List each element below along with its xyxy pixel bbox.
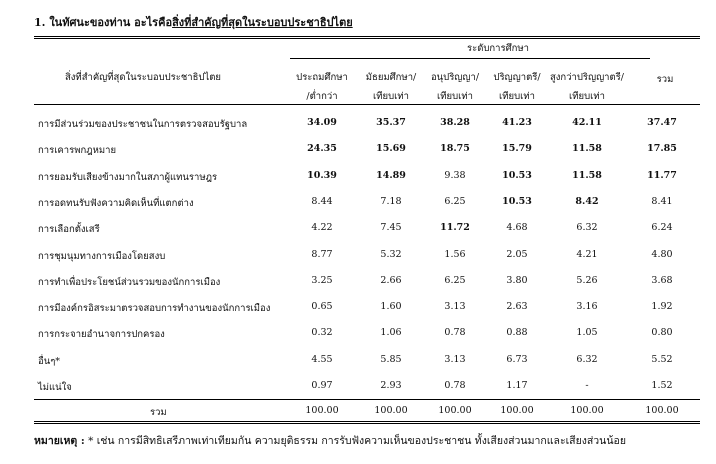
table-cell: 10.53 — [502, 195, 532, 207]
column-header-line1: อนุปริญญา/ — [430, 72, 480, 83]
total-cell: 100.00 — [645, 405, 679, 416]
table-cell: 1.05 — [576, 327, 598, 339]
row-label: การยอมรับเสียงข้างมากในสภาผู้แทนราษฎร — [38, 171, 218, 183]
header-bottom-rule — [34, 104, 700, 105]
table-cell: 5.32 — [380, 248, 402, 260]
table-cell: 3.68 — [651, 274, 673, 286]
group-header: ระดับการศึกษา — [467, 43, 529, 54]
table-cell: 1.60 — [380, 301, 402, 313]
table-cell: 7.45 — [380, 222, 402, 234]
footnote-text: * เช่น การมีสิทธิเสรีภาพเท่าเทียมกัน ความยุติธรรม การรับฟังความเห็นของประชาชน ทั้งเสียงส่วนมากและเสียงส่วนน้อย — [84, 435, 626, 447]
table-cell: 6.73 — [506, 353, 528, 365]
table-cell: 42.11 — [572, 117, 602, 128]
table-cell: 1.06 — [380, 327, 402, 339]
table-cell: 8.42 — [575, 195, 599, 207]
table-cell: 3.16 — [576, 301, 598, 313]
table-cell: 1.52 — [651, 380, 673, 391]
table-cell: 2.66 — [380, 274, 402, 286]
column-header-line2: เทียบเท่า — [569, 91, 605, 102]
row-label: การกระจายอำนาจการปกครอง — [38, 329, 165, 341]
table-cell: 5.85 — [380, 353, 402, 365]
table-cell: 4.22 — [311, 222, 333, 234]
total-cell: 100.00 — [438, 405, 472, 416]
table-cell: 5.26 — [576, 274, 598, 286]
table-cell: 1.92 — [651, 301, 673, 313]
total-cell: 100.00 — [305, 405, 339, 416]
table-cell: 3.80 — [506, 274, 528, 286]
table-cell: 0.65 — [311, 301, 333, 313]
table-cell: 4.21 — [576, 248, 598, 260]
table-cell: 5.52 — [651, 353, 673, 365]
table-cell: 2.05 — [506, 248, 528, 260]
total-cell: 100.00 — [374, 405, 408, 416]
row-label: การเคารพกฎหมาย — [38, 145, 117, 157]
table-cell: 7.18 — [380, 195, 402, 207]
table-cell: 4.55 — [311, 353, 333, 365]
column-header-line2: เทียบเท่า — [373, 91, 409, 102]
column-header-line1: มัธยมศึกษา/ — [365, 72, 417, 83]
table-cell: 10.53 — [502, 169, 532, 181]
table-cell: 6.25 — [444, 274, 466, 286]
table-cell: 0.78 — [444, 327, 466, 339]
group-header-rule — [290, 58, 650, 59]
row-label: การอดทนรับฟังความคิดเห็นที่แตกต่าง — [38, 197, 194, 209]
column-header-line1: สูงกว่าปริญญาตรี/ — [550, 72, 624, 83]
column-header-line2: เทียบเท่า — [437, 91, 473, 102]
table-cell: 3.13 — [444, 301, 466, 313]
table-cell: - — [585, 380, 589, 391]
row-label: การชุมนุมทางการเมืองโดยสงบ — [38, 250, 166, 262]
title-prefix: 1. ในทัศนะของท่าน อะไรคือ — [34, 16, 173, 29]
table-bottom-rule — [34, 421, 700, 424]
table-cell: 17.85 — [647, 143, 677, 155]
table-cell: 24.35 — [307, 143, 337, 155]
footnote-label: หมายเหตุ : — [34, 435, 85, 447]
table-cell: 6.32 — [576, 353, 598, 365]
row-label: การเลือกตั้งเสรี — [38, 224, 100, 236]
table-cell: 0.97 — [311, 380, 333, 391]
column-header-line2: เทียบเท่า — [499, 91, 535, 102]
total-cell: 100.00 — [570, 405, 604, 416]
table-cell: 11.72 — [440, 222, 470, 234]
column-header-line1: ปริญญาตรี/ — [493, 72, 541, 83]
table-cell: 4.80 — [651, 248, 673, 260]
row-label: ไม่แน่ใจ — [38, 382, 72, 393]
table-cell: 15.69 — [376, 143, 406, 155]
total-row-label: รวม — [150, 407, 167, 418]
table-cell: 8.44 — [311, 195, 333, 207]
table-cell: 6.25 — [444, 195, 466, 207]
table-cell: 34.09 — [307, 117, 337, 128]
table-cell: 14.89 — [376, 169, 406, 181]
table-cell: 11.58 — [572, 143, 602, 155]
table-cell: 0.80 — [651, 327, 673, 339]
table-cell: 0.78 — [444, 380, 466, 391]
page-title — [34, 13, 353, 31]
table-cell: 1.17 — [506, 380, 528, 391]
table-cell: 38.28 — [440, 117, 470, 128]
table-cell: 8.41 — [651, 195, 673, 207]
table-cell: 2.63 — [506, 301, 528, 313]
table-cell: 6.24 — [651, 222, 673, 234]
table-top-rule — [34, 36, 700, 39]
row-label: การมีองค์กรอิสระมาตรวจสอบการทำงานของนักการเมือง — [38, 303, 271, 315]
column-header-line2: /ต่ำกว่า — [306, 91, 338, 102]
total-cell: 100.00 — [500, 405, 534, 416]
table-cell: 18.75 — [440, 143, 470, 155]
table-cell: 6.32 — [576, 222, 598, 234]
table-cell: 11.77 — [647, 169, 677, 181]
table-cell: 4.68 — [506, 222, 528, 234]
table-cell: 1.56 — [444, 248, 466, 260]
table-cell: 2.93 — [380, 380, 402, 391]
table-cell: 37.47 — [647, 117, 677, 128]
total-top-rule — [34, 399, 700, 400]
table-cell: 8.77 — [311, 248, 333, 260]
column-header-line1: ประถมศึกษา — [296, 72, 348, 83]
table-cell: 0.88 — [506, 327, 528, 339]
total-column-header: รวม — [656, 74, 674, 85]
row-label: การมีส่วนร่วมของประชาชนในการตรวจสอบรัฐบาล — [38, 119, 248, 130]
table-cell: 15.79 — [502, 143, 532, 155]
table-cell: 0.32 — [311, 327, 333, 339]
table-cell: 9.38 — [444, 169, 466, 181]
table-cell: 11.58 — [572, 169, 602, 181]
row-label: การทำเพื่อประโยชน์ส่วนรวมของนักการเมือง — [38, 276, 221, 288]
table-cell: 41.23 — [502, 117, 532, 128]
table-cell: 35.37 — [376, 117, 406, 128]
table-cell: 3.25 — [311, 274, 333, 286]
row-header: สิ่งที่สำคัญที่สุดในระบอบประชาธิปไตย — [65, 72, 221, 83]
table-cell: 3.13 — [444, 353, 466, 365]
table-cell: 10.39 — [307, 169, 337, 181]
title-underlined: สิ่งที่สำคัญที่สุดในระบอบประชาธิปไตย — [172, 16, 353, 29]
footnote — [34, 432, 626, 449]
row-label: อื่นๆ* — [38, 355, 61, 367]
